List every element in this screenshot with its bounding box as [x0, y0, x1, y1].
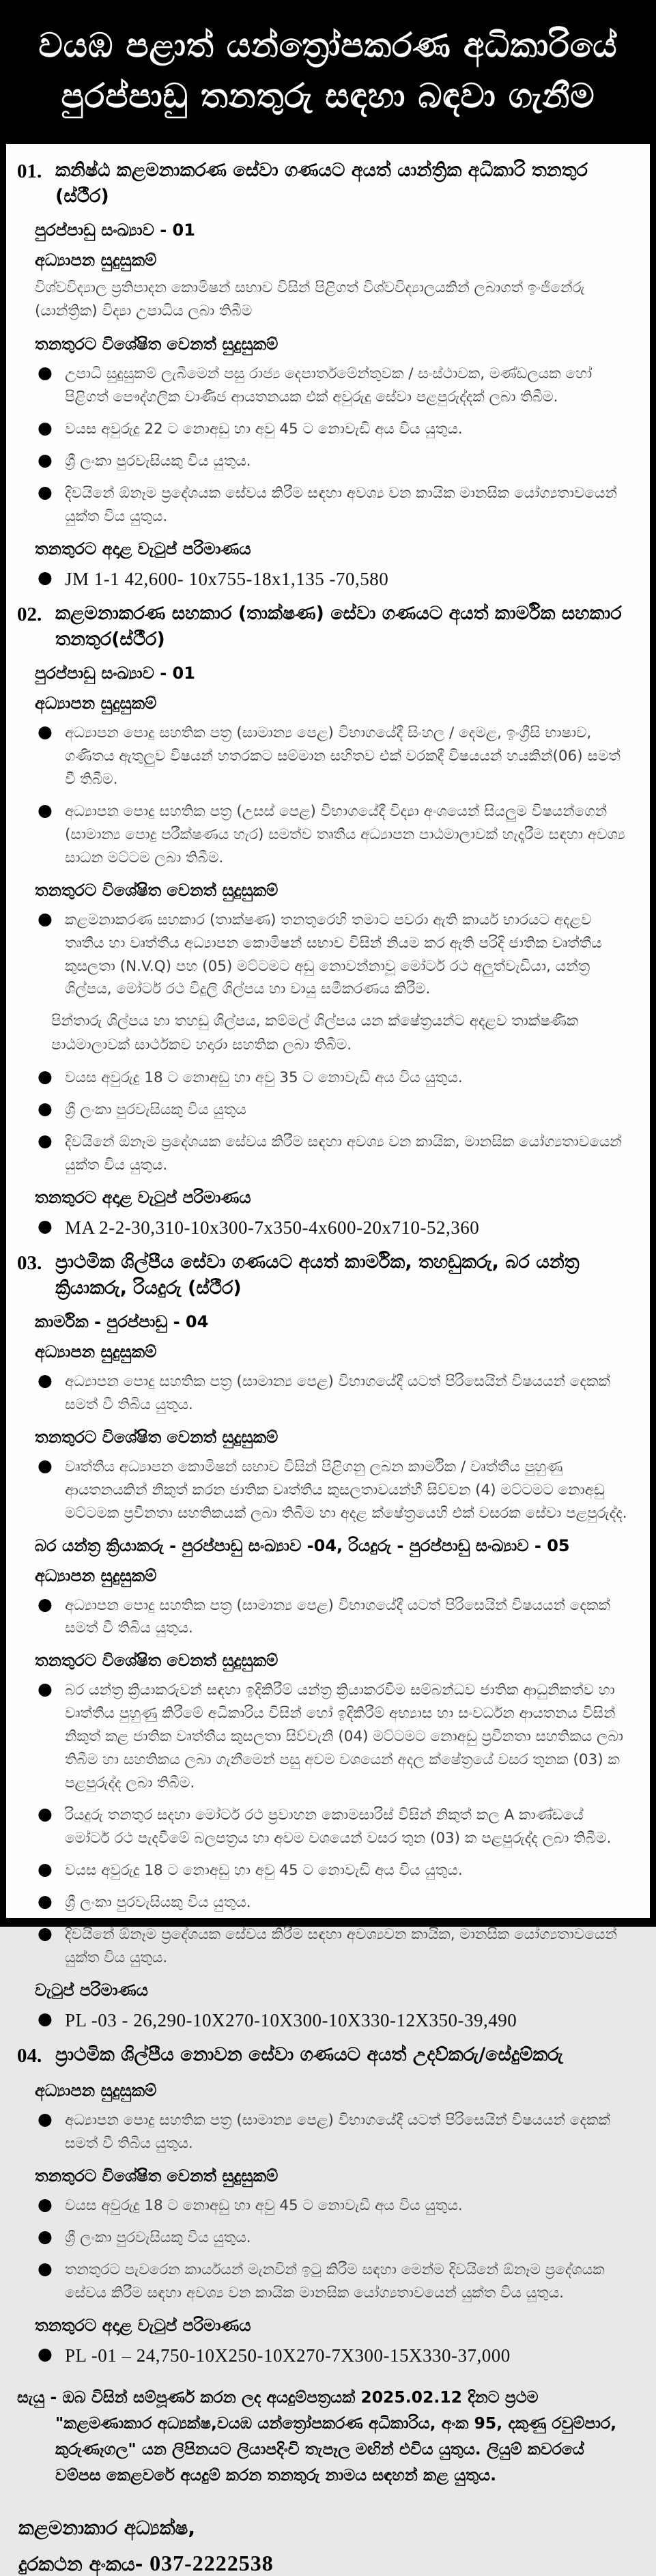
- section-body: [12, 221, 632, 592]
- bullet-icon: ●: [38, 482, 53, 503]
- requirement-item: [35, 363, 632, 409]
- subsection-heading: පුරප්පාඩු සංඛ්‍යාව - 01: [35, 220, 195, 240]
- requirement-item: [35, 722, 632, 791]
- requirement-text: ශ්‍රී ලංකා පුරවැසියකු විය යුතුය: [65, 1101, 246, 1119]
- section-title: ප්‍රාථමික ශිල්පීය නොවන සේවා ගණයට අයත් උදව්කරු/සේදුම්කරු: [55, 2044, 563, 2066]
- vacancy-section-02: [12, 601, 632, 1240]
- note-text: ඔබ විසින් සම්පූර්ණ කරන ලද අයදුම්පත්‍රයක් 2025.02.12 දිනට ප්‍රථම "කළමණාකාර අධ්‍යක්ෂ,වයඹ යන්ත්‍රෝපකරණ අධිකාරිය, අංක 95, දකුණු රවුම්පාර, කුරුණෑගල" යන ලිපිනයට ලියාපදිංචි තැපෑල මඟින් එවිය යුතුය. ලියුම් කවරයේ වම්පස කෙළවරේ අයදුම් කරන තනතුරු නාමය සඳහන් කළ යුතුය.: [55, 2387, 617, 2485]
- subsection-heading: අධ්‍යාපන සුදුසුකම්: [35, 250, 157, 270]
- requirement-item: [35, 1679, 632, 1795]
- bullet-icon: ●: [38, 1370, 53, 1390]
- bullet-icon: ●: [38, 2009, 53, 2029]
- requirement-text: අධ්‍යාපන පොදු සහතික පත්‍ර (සාමාන්‍ය පෙළ) විභාගයේදී යටත් පිරිසෙයින් විෂයයන් දෙකක් සමත් වී තිබිය යුතුය.: [65, 1596, 610, 1637]
- requirement-text: රියදුරු තනතුර සදහා මෝටර් රථ ප්‍රවාහන කොමසාරිස් විසින් නිකුත් කල A කාණ්ඩයේ මෝටර් රථ පැදවීමේ බලපත්‍රය හා අවම වශයෙන් වසර තුන (03) ක පළපුරුද්ද ලබා තිබීම.: [65, 1807, 612, 1848]
- requirement-text: අධ්‍යාපන පොදු සහතික පත්‍ර (සාමාන්‍ය පෙළ) විභාගයේදී යටත් පිරිසෙයින් විෂයයන් දෙකක් සමත් වී තිබිය යුතුය.: [65, 1372, 610, 1413]
- requirement-text: අධ්‍යාපන පොදු සහතික පත්‍ර (සාමාන්‍ය පෙළ) විභාගයේදී සිංහල / දෙමළ, ඉංග්‍රීසි භාෂාව, ගණිතය ඇතුලුව විෂයන් හතරකට සම්මාන සහිතව එක් වරකදී විෂයයන් හයකින්(06) සමත් වී තිබීම.: [65, 724, 621, 788]
- subsection-heading: තනතුරට අදාළ වැටුප් පරිමාණය: [35, 539, 251, 559]
- sections-container: [12, 158, 632, 2368]
- subsection-heading: පුරප්පාඩු සංඛ්‍යාව - 01: [35, 663, 195, 683]
- requirement-item: [35, 1891, 632, 1914]
- requirement-item: [35, 418, 632, 441]
- requirement-item: [35, 2194, 632, 2218]
- requirement-item: [35, 1131, 632, 1177]
- bullet-icon: ●: [38, 1099, 53, 1119]
- phone-line: [18, 2551, 632, 2576]
- requirement-item: [35, 482, 632, 528]
- requirement-text: දිවයිනේ ඕනෑම ප්‍රදේශයක සේවය කිරීම සඳහා අවශ්‍යවන කායික, මානසික යෝග්‍යතාවයෙන් යුක්ත විය යුතුය.: [65, 1926, 617, 1967]
- subsection-heading: තනතුරට විශේෂිත වෙනත් සුදුසුකම්: [35, 880, 279, 900]
- subsection-heading: තනතුරට විශේෂිත වෙනත් සුදුසුකම්: [35, 335, 279, 354]
- section-title: කනිෂ්ඨ කළමනාකරණ සේවා ගණයට අයත් යාන්ත්‍රික අධිකාරි තනතුර (ස්ථීර): [55, 160, 588, 207]
- bullet-icon: ●: [38, 1455, 53, 1475]
- requirement-item: [35, 450, 632, 473]
- bullet-icon: ●: [38, 2226, 53, 2246]
- bullet-icon: ●: [38, 363, 53, 383]
- requirement-text: දිවයිනේ ඕනෑම ප්‍රදේශයක සේවය කිරීම සඳහා අවශ්‍ය වන කායික, මානසික යෝග්‍යතාවයෙන් යුක්ත විය යුතුය.: [65, 1133, 622, 1174]
- note-label: සැයු -: [17, 2387, 57, 2407]
- bullet-icon: ●: [38, 2108, 53, 2129]
- bullet-icon: ●: [38, 2258, 53, 2278]
- section-title: කළමනාකරණ සහකාර (තාක්ෂණ) සේවා ගණයට අයත් කාර්මික සහකාර තනතුර(ස්ථීර): [55, 603, 622, 650]
- requirement-text: දිවයිනේ ඕනෑම ප්‍රදේශයක සේවය කිරීම සඳහා අවශ්‍ය වන කායික මානසික යෝග්‍යතාවයෙන් යුක්ත විය යුතුය.: [65, 485, 617, 526]
- requirement-item: [35, 1066, 632, 1090]
- section-title-row: [12, 1249, 632, 1301]
- bullet-icon: ●: [38, 2194, 53, 2214]
- section-number: 04.: [17, 2045, 42, 2067]
- requirement-text: ශ්‍රී ලංකා පුරවැසියකු විය යුතුය.: [65, 1894, 251, 1912]
- bullet-icon: ●: [38, 1066, 53, 1087]
- salary-scale-item: [35, 2009, 632, 2033]
- requirement-item: [35, 800, 632, 870]
- requirement-item: [35, 1370, 632, 1417]
- signature-block: [12, 2517, 632, 2576]
- bullet-icon: ●: [38, 721, 53, 741]
- bullet-icon: ●: [38, 1679, 53, 1699]
- bullet-icon: ●: [38, 1923, 53, 1944]
- requirement-text: අධ්‍යාපන පොදු සහතික පත්‍ර (සාමාන්‍ය පෙළ) විභාගයේදී යටත් පිරිසෙයින් විෂයයන් දෙකක් සමත් වී තිබිය යුතුය.: [65, 2111, 610, 2152]
- salary-scale-text: JM 1-1 42,600- 10x755-18x1,135 -70,580: [65, 569, 389, 590]
- requirement-item: [35, 1923, 632, 1970]
- subsection-heading: අධ්‍යාපන සුදුසුකම්: [35, 693, 157, 713]
- requirement-text: වයස අවුරුදු 18 ට නොඅඩු හා අවු 35 ට නොවැඩි අය විය යුතුය.: [65, 1069, 463, 1087]
- section-number: 01.: [17, 160, 42, 182]
- requirement-item: [35, 1099, 632, 1122]
- subsection-heading: අධ්‍යාපන සුදුසුකම්: [35, 1566, 157, 1585]
- body-paragraph: පින්තාරු ශිල්පය හා තහඩු ශිල්පය, කම්මල් ශිල්පය යන ක්ෂේත්‍රයන්ට අදළව තාක්ෂණීක පාඨමාලාවක් සාර්ථකව හදාරා සහතික ලබා තිබීම.: [51, 1013, 579, 1054]
- bullet-icon: ●: [38, 1859, 53, 1880]
- bullet-icon: ●: [38, 1594, 53, 1614]
- requirement-item: [35, 2259, 632, 2305]
- application-note: [12, 2384, 632, 2488]
- section-body: [12, 2081, 632, 2368]
- body-paragraph: විශ්වවිද්‍යාල ප්‍රතිපාදන කොමිෂන් සභාව විසින් පිළිගත් විශ්වවිද්‍යාලයකින් ලබාගත් ඉංජිනේරු (යාන්ත්‍රික) විද්‍යා උපාධිය ලබා තිබීම: [35, 279, 585, 320]
- requirement-item: [35, 1594, 632, 1641]
- requirement-item: [35, 1804, 632, 1850]
- header-line-2: පුරප්පාඩු තනතුරු සඳහා බඳවා ගැනීම: [61, 76, 595, 115]
- vacancy-section-04: [12, 2042, 632, 2368]
- subsection-heading: කාර්මික - පුරප්පාඩු - 04: [35, 1312, 209, 1331]
- bullet-icon: ●: [38, 567, 53, 588]
- bullet-icon: ●: [38, 418, 53, 438]
- subsection-heading: තනතුරට අදාළ වැටුප් පරිමාණය: [35, 2315, 251, 2335]
- subsection-heading: වැටුප් පරිමාණය: [35, 1981, 148, 2000]
- subsection-heading: තනතුරට විශේෂිත වෙනත් සුදුසුකම්: [35, 1651, 279, 1671]
- salary-scale-item: [35, 2344, 632, 2368]
- document-header: [6, 0, 650, 144]
- requirement-text: තනතුරට පැවරෙන කාර්යයන් මැනවින් ඉටු කිරීම සඳහා මෙන්ම දිවයිනේ ඕනෑම ප්‍රදේශයක සේවය කිරීම සඳහා අවශ්‍ය වන කායික මානසික යෝග්‍යතාවයෙන් යුක්ත විය යුතුය.: [65, 2261, 605, 2302]
- bullet-icon: ●: [38, 2343, 53, 2364]
- requirement-text: ශ්‍රී ලංකා පුරවැසියකු විය යුතුය.: [65, 453, 251, 470]
- section-title: ප්‍රාථමික ශිල්පීය සේවා ගණයට අයත් කාර්මික, තහඩුකරු, බර යන්ත්‍ර ක්‍රියාකරු, රියදුරු (ස්ථීර): [55, 1251, 580, 1299]
- salary-scale-text: PL -03 - 26,290-10X270-10X300-10X330-12X350-39,490: [65, 2010, 517, 2031]
- bullet-icon: ●: [38, 450, 53, 470]
- requirement-text: වයස අවුරුදු 18 ට නොඅඩු හා අවු 45 ට නොවැඩි අය විය යුතුය.: [65, 1862, 463, 1880]
- requirement-item: [35, 1859, 632, 1882]
- requirement-item: [35, 1456, 632, 1525]
- requirement-item: [35, 909, 632, 1002]
- document-body: [6, 144, 650, 2576]
- subsection-heading: තනතුරට අදාළ වැටුප් පරිමාණය: [35, 1187, 251, 1207]
- subsection-heading: තනතුරට විශේෂිත වෙනත් සුදුසුකම්: [35, 1427, 279, 1447]
- section-title-row: [12, 158, 632, 210]
- phone-label: දුරකථන අංකය-: [18, 2552, 150, 2575]
- requirement-text: වයස අවුරුදු 22 ට නොඅඩු හා අවු 45 ට නොවැඩි අය විය යුතුය.: [65, 421, 463, 438]
- requirement-item: [35, 2226, 632, 2250]
- bullet-icon: ●: [38, 1804, 53, 1824]
- bullet-icon: ●: [38, 1891, 53, 1912]
- salary-scale-item: [35, 567, 632, 591]
- section-number: 03.: [17, 1252, 42, 1275]
- subsection-heading: බර යන්ත්‍ර ක්‍රියාකරු - පුරප්පාඩු සංඛ්‍යාව -04, රියදුරු - පුරප්පාඩු සංඛ්‍යාව - 05: [35, 1535, 570, 1555]
- section-number: 02.: [17, 604, 42, 626]
- requirement-text: ශ්‍රී ලංකා පුරවැසියකු විය යුතුය.: [65, 2228, 251, 2246]
- bullet-icon: ●: [38, 908, 53, 929]
- requirement-text: වයස අවුරුදු 18 ට නොඅඩු හා අවු 45 ට නොවැඩි අය විය යුතුය.: [65, 2196, 463, 2214]
- vacancy-section-01: [12, 158, 632, 591]
- requirement-text: වෘත්තීය අධ්‍යාපන කොමිෂන් සභාව විසින් පිළිගනු ලබන කාර්මික / වෘත්තීය පුහුණු ආයතනයකින් නිකුත් කරන ජාතික වෘත්තීය කුසලතාවයන්හී සිව්වන (4) මට්ටමට නොඅඩු මට්ටමක ප්‍රවීනතා සහතිකයක් ලබා තිබීම හා අදළ ක්ෂේත්‍රයෙහි එක් වසරක සේවා පළපුරුද්ද.: [65, 1458, 627, 1522]
- salary-scale-item: [35, 1216, 632, 1240]
- vacancy-section-03: [12, 1249, 632, 2033]
- section-title-row: [12, 2042, 632, 2070]
- requirement-text: උපාධි සුදුසුකම් ලැබීමෙන් පසු රාජ්‍ය දෙපාර්තමේන්තුවක / සංස්ථාවක, මණ්ඩලයක හෝ පිළිගත් පෞද්ගලික වාණිජ ආයතනයක එක් අවුරුදු සේවා පළපුරුද්දක් ලබා තිබීම.: [65, 365, 593, 406]
- header-line-1: වයඹ පළාත් යන්ත්‍රෝපකරණ අධිකාරියේ: [38, 26, 618, 65]
- subsection-heading: අධ්‍යාපන සුදුසුකම්: [35, 1342, 157, 1361]
- salary-scale-text: MA 2-2-30,310-10x300-7x350-4x600-20x710-52,360: [65, 1217, 480, 1238]
- section-body: [12, 1312, 632, 2033]
- requirement-item: [35, 2109, 632, 2155]
- salary-scale-text: PL -01 – 24,750-10X250-10X270-7X300-15X330-37,000: [65, 2345, 511, 2366]
- requirement-text: බර යන්ත්‍ර ක්‍රියාකරුවන් සඳහා ඉදිකිරීම් යන්ත්‍ර ක්‍රියාකරවීම සම්බන්ධව ජාතික ආධුනිකත්ව හා වෘත්තීය පුහුණු කිරීමේ අධිකාරිය විසින් හෝ ඉදිකිරීම් අභ්‍යාස හා සංවර්ධන ආයතනය විසින් නිකුත් කළ ජාතික වෘත්තීය කුසලතා සිව්වැනි (04) මට්ටමට නොඅඩු ප්‍රවීනතා සහතිකය ලබා තිබීම හා සහතිකය ලබා ගැනීමෙන් පසු අවම වශයෙන් අදල ක්ෂේත්‍රයේ වසර තුනක (03) ක පළපුරුද්ද ලබා තිබීම.: [65, 1682, 623, 1792]
- section-body: [12, 664, 632, 1240]
- bullet-icon: ●: [38, 1215, 53, 1236]
- phone-number: 037-2222538: [149, 2550, 274, 2575]
- subsection-heading: තනතුරට විශේෂිත වෙනත් සුදුසුකම්: [35, 2166, 279, 2185]
- subsection-heading: අධ්‍යාපන සුදුසුකම්: [35, 2080, 157, 2100]
- signatory-title: කළමනාකාර අධ්‍යක්ෂ,: [18, 2516, 196, 2539]
- bullet-icon: ●: [38, 799, 53, 820]
- bullet-icon: ●: [38, 1131, 53, 1151]
- requirement-text: කළමනාකරණ සහකාර (තාක්ෂණ) තනතුරෙහි තමාට පවරා ඇති කාර්ය භාරයට අදළව තෘතීය හා වෘත්තීය අධ්‍යාපන කොමිෂන් සභාව විසින් නියම කර ඇති පරිදි ජාතික වෘත්තීය කුසලතා (N.V.Q) පහ (05) මට්ටමට අඩු නොවන්නාවූ මෝටර් රථ අලුත්වැඩියා, යන්ත්‍ර ශිල්පය, මෝටර් රථ විදුලි ශිල්පය හා වායු සමීකරණය කිරීම.: [65, 911, 602, 998]
- section-title-row: [12, 601, 632, 653]
- requirement-text: අධ්‍යාපන පොදු සහතික පත්‍ර (උසස් පෙළ) විභාගයේදී විද්‍යා අංශයෙන් සියලුම විෂයන්ගෙන් (සාමාන්‍ය පොදු පරීක්ෂණය හැර) සමත්ව තෘතීය අධ්‍යාපන පාඨමාලාවක් හැදෑරීම සඳහා අවශ්‍ය සාධන මට්ටම ලබා තිබීම.: [65, 802, 625, 866]
